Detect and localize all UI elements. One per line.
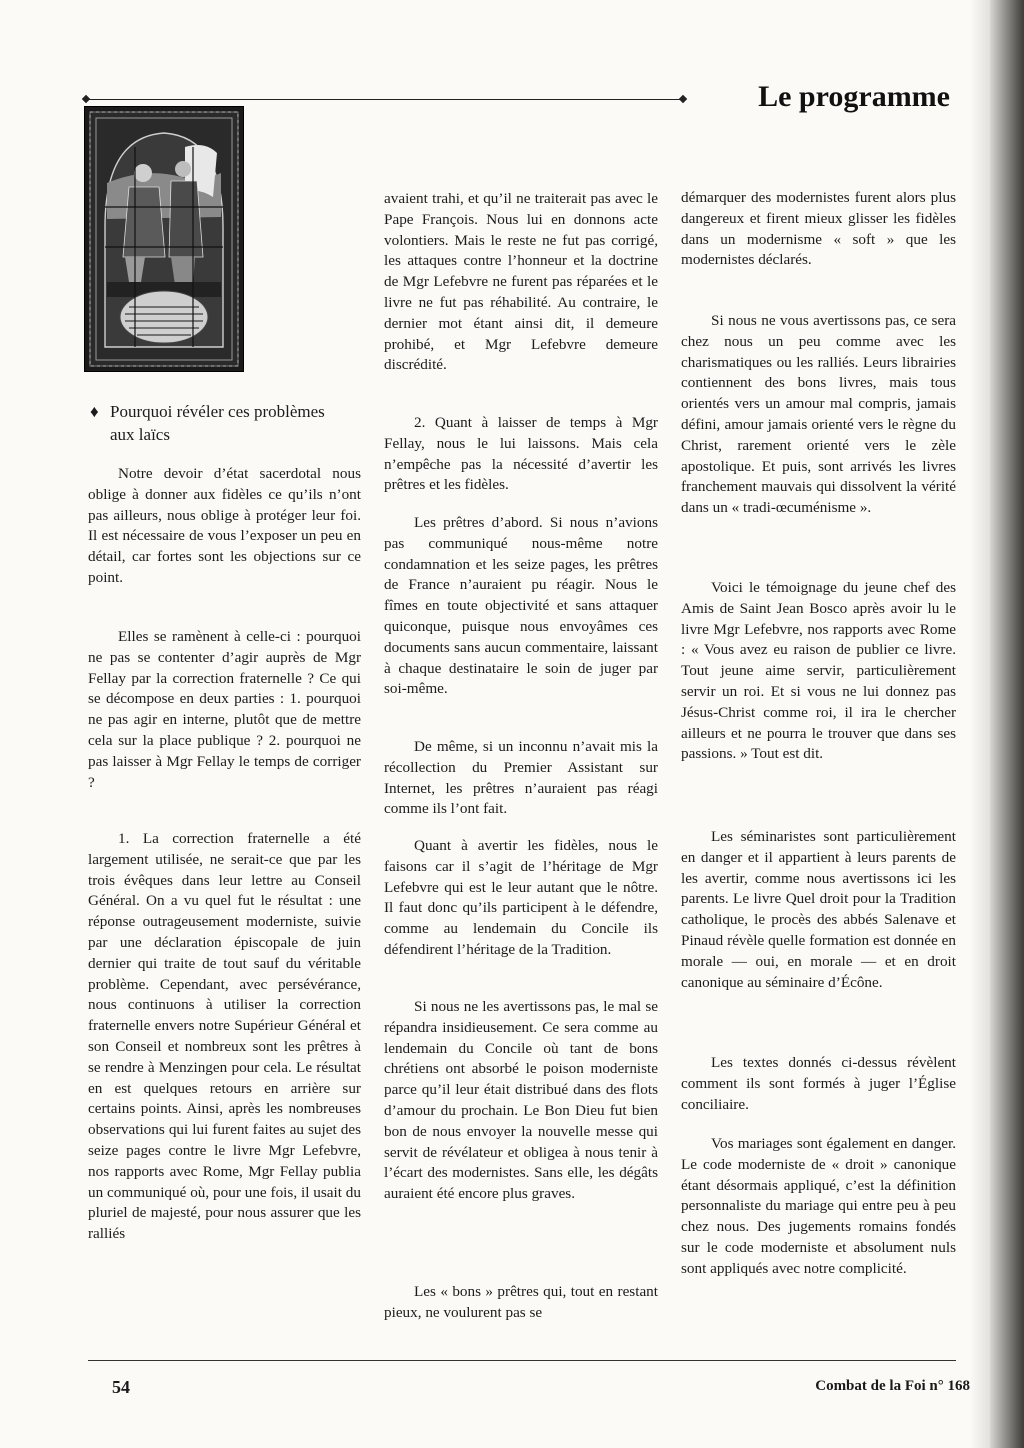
paragraph: Si nous ne vous avertissons pas, ce sera chez nous un peu comme avec les charismatiques ou les ralliés. Leurs librairies contiennent des bons livres, mais tous orientés vers un amour mal compris, jamais défini, amour jamais orienté vers le règne du Christ, rarement orienté vers le zèle apostolique. Et puis, sont arrivés les livres franchement mauvais qui dissolvent la vérité dans un « tradi-œcuménisme ».: [681, 312, 956, 517]
paragraph: Notre devoir d’état sacerdotal nous oblige à donner aux fidèles ce qu’ils n’ont pas ailleurs, nous oblige à protéger leur foi. Il est nécessaire de vous l’exposer un peu en détail, car fortes sont les objections sur ce point.: [88, 465, 361, 586]
binding-shadow: [970, 0, 990, 1448]
paragraph: De même, si un inconnu n’avait mis la récollection du Premier Assistant sur Internet, les prêtres n’auraient pas réagi comme ils l’ont fait.: [384, 738, 658, 818]
paragraph: Elles se ramènent à celle-ci : pourquoi ne pas se contenter d’agir auprès de Mgr Fellay par la correction fraternelle ? Ce qui se décompose en deux parties : 1. pourquoi ne pas agir en interne, plutôt que de mettre cela sur la place publique ? 2. pourquoi ne pas laisser à Mgr Fellay le temps de corriger ?: [88, 628, 361, 791]
section-subheading: [92, 400, 352, 446]
subheading-text: Pourquoi révéler ces problèmes aux laïcs: [110, 402, 325, 444]
page-edge: [990, 0, 1024, 1448]
paragraph: Les séminaristes sont particulièrement en danger et il appartient à leurs parents de les avertir, comme nous avertissons ici les parents. Le livre Quel droit pour la Tradition catholique, le procès des abbés Salenave et Pinaud révèle quelle formation est donnée en morale — oui, en morale — et en droit canonique au séminaire d’Écône.: [681, 828, 956, 991]
paragraph: avaient trahi, et qu’il ne traiterait pas avec le Pape François. Nous lui en donnons acte volontiers. Mais le reste ne fut pas corrigé, les attaques contre l’honneur et la doctrine de Mgr Lefebvre ne furent pas réparées et le livre ne fut pas réhabilité. Au contraire, le dernier mot étant ainsi dit, il demeure prohibé, et Mgr Lefebvre demeure discrédité.: [384, 190, 658, 374]
stained-glass-image: [84, 106, 244, 372]
paragraph: Les « bons » prêtres qui, tout en restant pieux, ne voulurent pas se: [384, 1283, 658, 1321]
paragraph: Voici le témoignage du jeune chef des Amis de Saint Jean Bosco après avoir lu le livre Mgr Lefebvre, nos rapports avec Rome : « Vous avez eu raison de publier ce livre. Tout jeune aime servir, particulièrement servir un roi. Et si vous ne lui donnez pas Jésus-Christ comme roi, il ira le chercher ailleurs et ne pourra le trouver que dans ses passions. » Tout est dit.: [681, 579, 956, 763]
rule-diamond-left: [82, 95, 90, 103]
diamond-bullet-icon: ♦: [90, 402, 99, 421]
paragraph: Quant à avertir les fidèles, nous le faisons car il s’agit de l’héritage de Mgr Lefebvre qui est le leur autant que le nôtre. Il faut donc qu’ils participent à le défendre, comme au lendemain du Concile ils défendirent l’héritage de la Tradition.: [384, 837, 658, 958]
header-rule: [86, 99, 684, 100]
rule-diamond-right: [679, 95, 687, 103]
paragraph: Les prêtres d’abord. Si nous n’avions pas communiqué nous-même notre condamnation et les seize pages, les prêtres de France n’auraient pu réagir. Nous le fîmes en toute objectivité et sans attaquer quiconque, puisque nous envoyâmes ces documents sans aucun commentaire, laissant à chaque destinataire le soin de juger par soi-même.: [384, 514, 658, 698]
page-title: Le programme: [758, 80, 950, 113]
paragraph: démarquer des modernistes furent alors plus dangereux et firent mieux glisser les fidèles dans un modernisme « soft » que les modernistes déclarés.: [681, 189, 956, 269]
paragraph: Vos mariages sont également en danger. Le code moderniste de « droit » canonique étant désormais appliqué, c’est la définition personnaliste du mariage qui entre peu à peu chez nous. Des jugements romains fondés sur le code moderniste et absolument nuls sont appliqués avec notre complicité.: [681, 1135, 956, 1277]
paragraph: 1. La correction fraternelle a été largement utilisée, ne serait-ce que par les trois évêques dans leur lettre au Conseil Général. On a vu quel fut le résultat : une réponse outrageusement moderniste, suivie par une déclaration épiscopale de juin dernier qui traite de tout sauf du véritable problème. Cependant, avec persévérance, nous continuons à utiliser la correction fraternelle envers notre Supérieur Général et son Conseil et nombreux sont les prêtres à se rendre à Menzingen pour cela. Le résultat en est quelques retours en arrière sur certains points. Ainsi, après les nombreuses observations qui lui furent faites au sujet des seize pages contre le livre Mgr Lefebvre, nos rapports avec Rome, Mgr Fellay publia un communiqué où, pour une fois, il usait du pluriel de majesté, pour nous assurer que les ralliés: [88, 830, 361, 1243]
paragraph: Si nous ne les avertissons pas, le mal se répandra insidieusement. Ce sera comme au lendemain du Concile où tant de bons chrétiens ont absorbé le poison moderniste parce qu’il leur était distribué dans des flots d’amour du prochain. Le Bon Dieu fut bien bon de nous envoyer la nouvelle messe qui servit de révélateur et obligea à nous tenir à l’écart des modernistes. Sans elle, les dégâts auraient été encore plus graves.: [384, 998, 658, 1203]
footer-rule: [88, 1360, 956, 1361]
paragraph: 2. Quant à laisser de temps à Mgr Fellay, nous le lui laissons. Mais cela n’empêche pas la nécessité d’avertir les prêtres et les fidèles.: [384, 414, 658, 494]
paragraph: Les textes donnés ci-dessus révèlent comment ils sont formés à juger l’Église conciliaire.: [681, 1054, 956, 1113]
page-number: 54: [112, 1377, 130, 1397]
journal-issue: Combat de la Foi n° 168: [815, 1378, 970, 1394]
